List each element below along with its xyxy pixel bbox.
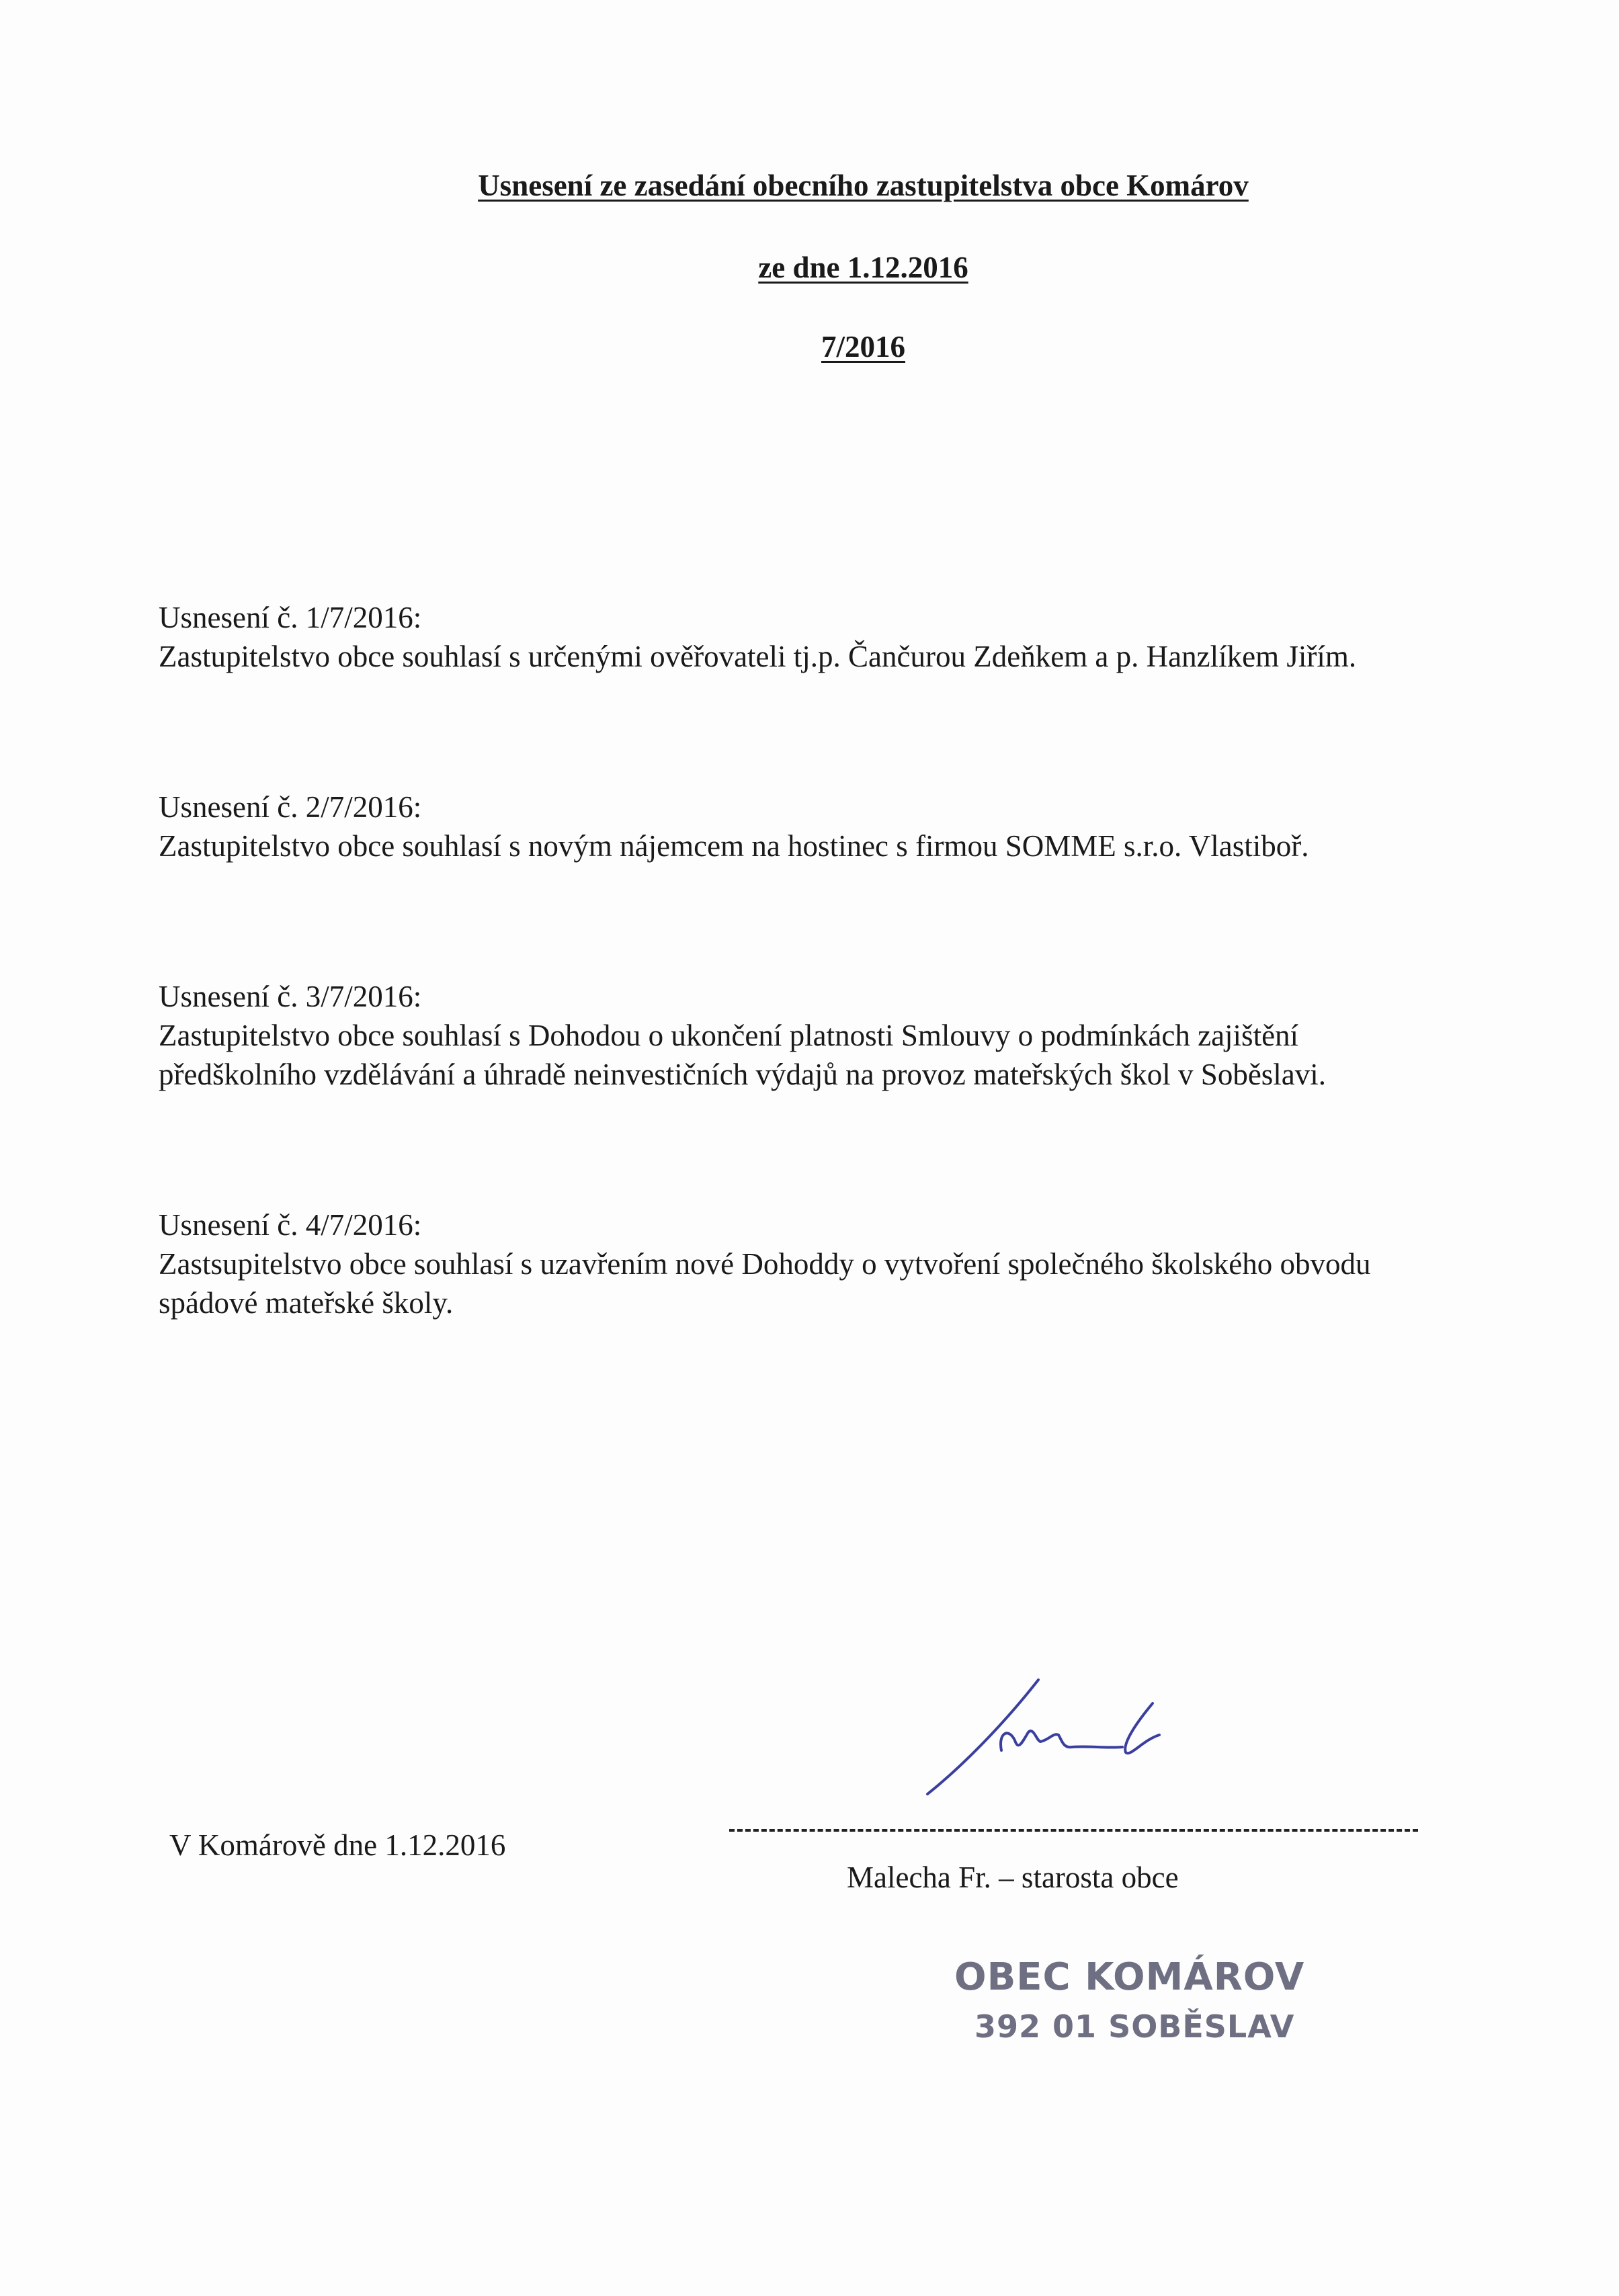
resolution-heading: Usnesení č. 3/7/2016:	[159, 980, 422, 1013]
resolution-4	[159, 1205, 1436, 1322]
place-and-date: V Komárově dne 1.12.2016	[169, 1828, 506, 1862]
resolutions-list	[159, 598, 1436, 1434]
resolution-text: Zastupitelstvo obce souhlasí s Dohodou o ukončení platnosti Smlouvy o podmínkách zajištění předškolního vzdělávání a úhradě neinvestičních výdajů na provoz mateřských škol v Soběslavi.	[159, 1019, 1327, 1091]
resolution-heading: Usnesení č. 4/7/2016:	[159, 1208, 422, 1242]
document-number: 7/2016	[821, 330, 905, 364]
document-date: ze dne 1.12.2016	[758, 251, 968, 284]
stamp-municipality: OBEC KOMÁROV	[954, 1955, 1305, 1999]
resolution-3	[159, 977, 1436, 1094]
resolution-1	[159, 598, 1436, 676]
resolution-text: Zastsupitelstvo obce souhlasí s uzavřením nové Dohoddy o vytvoření společného školského obvodu spádové mateřské školy.	[159, 1247, 1371, 1320]
official-stamp	[954, 1955, 1304, 2045]
resolution-text: Zastupitelstvo obce souhlasí s určenými ověřovateli tj.p. Čančurou Zdeňkem a p. Hanzlíkem Jiřím.	[159, 640, 1357, 673]
resolution-heading: Usnesení č. 1/7/2016:	[159, 601, 422, 634]
stamp-address: 392 01 SOBĚSLAV	[974, 2008, 1295, 2045]
signatory-name: Malecha Fr. – starosta obce	[847, 1861, 1179, 1894]
signature-image	[921, 1673, 1203, 1801]
signature-line	[729, 1829, 1418, 1832]
resolution-2	[159, 788, 1436, 865]
document-title: Usnesení ze zasedání obecního zastupitelstva obce Komárov	[478, 169, 1249, 202]
resolution-text: Zastupitelstvo obce souhlasí s novým nájemcem na hostinec s firmou SOMME s.r.o. Vlastiboř.	[159, 829, 1309, 863]
resolution-heading: Usnesení č. 2/7/2016:	[159, 790, 422, 824]
